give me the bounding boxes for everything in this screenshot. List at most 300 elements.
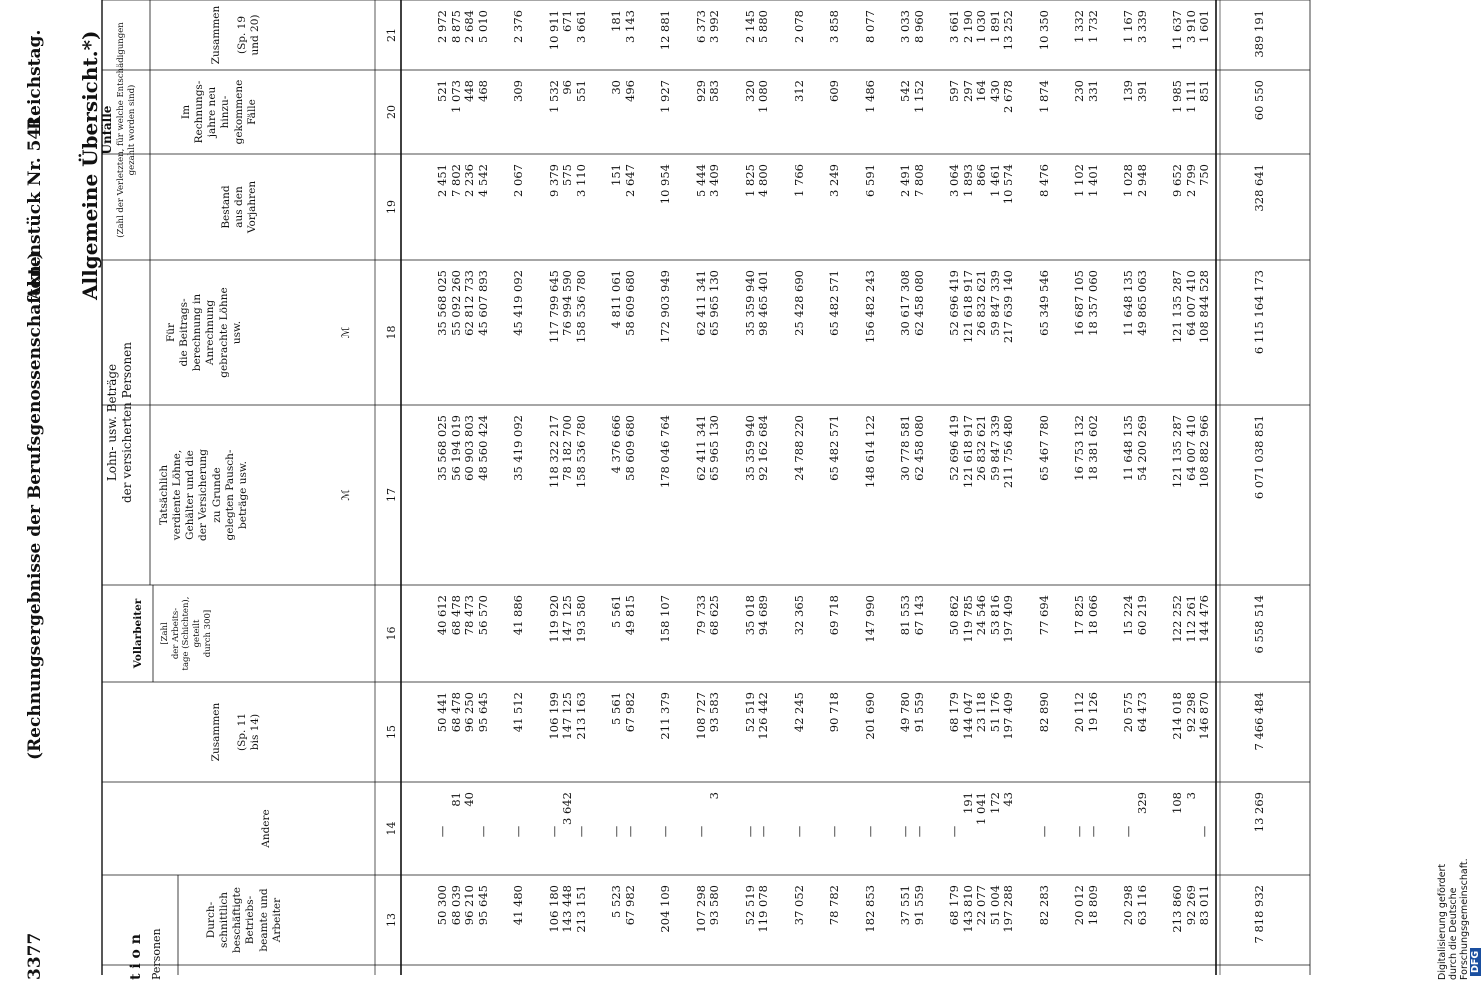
table-cell-c17: 121 135 287	[1170, 415, 1184, 489]
table-cell-c19: 6 591	[862, 164, 877, 197]
table-cell-c14: —	[693, 825, 708, 838]
table-cell-c17: 211 756 480	[1001, 415, 1015, 489]
table-cell-c15: 20 575	[1121, 692, 1135, 733]
table-cell-c14: 3 642	[560, 792, 574, 825]
table-cell-c16: 41 886	[511, 595, 525, 636]
table-cell-c20: 929	[693, 80, 708, 102]
table-cell-c15: 82 890	[1036, 692, 1051, 733]
table-cell-c21: 1 030	[974, 10, 988, 43]
table-cell-c14: 3	[1183, 792, 1198, 800]
c18-header: Für die Beitrags- berechnung in Anrechnung gebrachte Löhne usw.	[165, 287, 243, 378]
table-cell-c13: 92 269	[1183, 885, 1198, 926]
column-number-15: 15	[385, 725, 398, 739]
table-cell-c13: 204 109	[658, 885, 672, 933]
table-cell-c21: 11 637	[1170, 10, 1184, 51]
table-cell-c19: 4 542	[475, 164, 490, 197]
table-cell-c15: 52 519	[742, 692, 757, 733]
table-cell-c21: 1 332	[1072, 10, 1086, 43]
table-cell-c14: —	[827, 825, 841, 838]
table-cell-c14: 40	[462, 792, 476, 807]
table-cell-c16: 78 473	[462, 595, 476, 636]
table-cell-c14: 108	[1170, 792, 1184, 814]
table-cell-c16: 147 990	[862, 595, 877, 643]
table-cell-c20: 430	[987, 80, 1002, 102]
table-cell-c19: 1 825	[742, 164, 757, 197]
c20-header: Im Rechnungs- jahre neu hinzu- gekommene Fälle	[180, 79, 258, 145]
table-cell-c17: 65 965 130	[707, 415, 721, 481]
table-cell-c20: 1 073	[448, 80, 463, 113]
total-c19: 328 641	[1252, 164, 1266, 212]
table-cell-c18: 76 994 590	[560, 270, 574, 336]
table-cell-c13: 22 077	[974, 885, 988, 926]
table-cell-c19: 1 028	[1121, 164, 1135, 197]
table-cell-c17: 121 618 917	[960, 415, 975, 489]
table-cell-c14: —	[756, 825, 770, 838]
table-cell-c20: 521	[435, 80, 449, 102]
table-cell-c21: 2 145	[742, 10, 757, 43]
table-cell-c13: 93 580	[707, 885, 721, 926]
table-cell-c18: 98 465 401	[756, 270, 770, 336]
table-cell-c18: 35 359 940	[742, 270, 757, 336]
table-cell-c17: 52 696 419	[947, 415, 961, 481]
table-cell-c17: 35 359 940	[742, 415, 757, 481]
table-cell-c17: 64 007 410	[1183, 415, 1198, 481]
table-cell-c16: 50 862	[947, 595, 961, 636]
table-cell-c17: 16 753 132	[1072, 415, 1086, 481]
table-cell-c15: 23 118	[974, 692, 988, 733]
table-cell-c14: 1 041	[974, 792, 988, 825]
table-cell-c20: 297	[960, 80, 975, 102]
section-title: Allgemeine Übersicht.*)	[78, 30, 102, 300]
table-cell-c19: 10 954	[658, 164, 672, 205]
personen-label: Personen	[150, 928, 163, 980]
table-cell-c17: 60 903 803	[462, 415, 476, 481]
table-cell-c15: 93 583	[707, 692, 721, 733]
table-cell-c13: 83 011	[1197, 885, 1211, 926]
table-cell-c13: 82 283	[1036, 885, 1051, 926]
table-cell-c17: 54 200 269	[1134, 415, 1149, 481]
table-cell-c13: 106 180	[546, 885, 561, 933]
table-cell-c18: 172 903 949	[658, 270, 672, 344]
table-cell-c13: 37 551	[898, 885, 912, 926]
table-cell-c16: 15 224	[1121, 595, 1135, 636]
table-cell-c19: 2 491	[898, 164, 912, 197]
table-cell-c21: 3 143	[622, 10, 637, 43]
running-head-ref: Aktenstück Nr. 541.	[25, 109, 45, 300]
table-cell-c21: 3 910	[1183, 10, 1198, 43]
total-c13: 7 818 932	[1252, 885, 1266, 944]
table-cell-c18: 26 832 621	[974, 270, 988, 336]
table-cell-c15: 19 126	[1085, 692, 1100, 733]
table-cell-c13: 91 559	[911, 885, 926, 926]
table-cell-c18: 45 607 893	[475, 270, 490, 336]
table-cell-c16: 5 561	[609, 595, 623, 628]
table-cell-c18: 11 648 135	[1121, 270, 1135, 336]
table-cell-c15: 91 559	[911, 692, 926, 733]
table-cell-c18: 62 812 733	[462, 270, 476, 336]
table-cell-c18: 30 617 308	[898, 270, 912, 336]
table-cell-c18: 217 639 140	[1001, 270, 1015, 344]
table-cell-c15: 92 298	[1183, 692, 1198, 733]
c16-header-note: [Zahl der Arbeits- tage (Schichten), geteilt durch 300]	[160, 596, 213, 671]
table-cell-c21: 5 880	[756, 10, 770, 43]
column-number-16: 16	[385, 626, 398, 641]
table-cell-c18: 121 618 917	[960, 270, 975, 344]
running-head-left: Reichstag.	[25, 29, 45, 130]
table-cell-c18: 59 847 339	[987, 270, 1002, 336]
table-cell-c18: 158 536 780	[573, 270, 588, 344]
lohn-group-header: Lohn- usw. Beträge der versicherten Personen	[105, 342, 134, 504]
table-cell-c17: 35 568 025	[435, 415, 449, 481]
table-cell-c17: 59 847 339	[987, 415, 1002, 481]
table-cell-c18: 156 482 243	[862, 270, 877, 344]
table-cell-c13: 78 782	[827, 885, 841, 926]
c13-header: Durch- schnittlich beschäftigte Betriebs- beamte und Arbeiter	[205, 887, 283, 953]
table-cell-c17: 35 419 092	[511, 415, 525, 481]
table-cell-c17: 62 411 341	[693, 415, 708, 481]
table-cell-c20: 312	[791, 80, 806, 102]
table-cell-c14: 81	[448, 792, 463, 807]
table-cell-c19: 151	[609, 164, 623, 186]
table-cell-c16: 193 580	[573, 595, 588, 643]
c19-header: Bestand aus den Vorjahren	[220, 180, 259, 234]
table-cell-c13: 68 039	[448, 885, 463, 926]
table-cell-c21: 1 891	[987, 10, 1002, 43]
unfaelle-group-header: Unfälle	[100, 105, 114, 155]
table-cell-c18: 16 687 105	[1072, 270, 1086, 336]
table-cell-c19: 2 451	[435, 164, 449, 197]
total-c20: 60 550	[1252, 80, 1266, 121]
table-cell-c13: 143 810	[960, 885, 975, 933]
table-cell-c18: 64 007 410	[1183, 270, 1198, 336]
table-cell-c18: 117 799 645	[546, 270, 561, 344]
table-cell-c15: 68 179	[947, 692, 961, 733]
table-cell-c17: 178 046 764	[658, 415, 672, 489]
column-number-20: 20	[385, 105, 398, 119]
page-number: 3377	[25, 932, 45, 980]
table-cell-c15: 67 982	[622, 692, 637, 733]
table-cell-c16: 68 625	[707, 595, 721, 636]
table-cell-c18: 55 092 260	[448, 270, 463, 336]
table-cell-c13: 5 523	[609, 885, 623, 918]
table-cell-c16: 18 066	[1085, 595, 1100, 636]
table-cell-c14: —	[911, 825, 926, 838]
table-cell-c21: 3 661	[947, 10, 961, 43]
table-cell-c14: —	[658, 825, 672, 838]
table-cell-c21: 5 010	[475, 10, 490, 43]
table-cell-c16: 24 546	[974, 595, 988, 636]
total-c21: 389 191	[1252, 10, 1266, 58]
table-cell-c17: 65 482 571	[827, 415, 841, 481]
dfg-logo: DFG	[1470, 948, 1481, 976]
table-cell-c17: 18 381 602	[1085, 415, 1100, 481]
table-cell-c21: 2 684	[462, 10, 476, 43]
table-cell-c14: 329	[1134, 792, 1149, 814]
table-cell-c13: 41 480	[511, 885, 525, 926]
table-cell-c19: 3 064	[947, 164, 961, 197]
total-c16: 6 558 514	[1252, 595, 1266, 654]
table-cell-c16: 68 478	[448, 595, 463, 636]
table-cell-c15: 201 690	[862, 692, 877, 740]
total-c14: 13 269	[1252, 792, 1266, 833]
column-number-17: 17	[385, 488, 398, 502]
table-cell-c16: 67 143	[911, 595, 926, 636]
table-cell-c14: —	[1085, 825, 1100, 838]
table-cell-c19: 575	[560, 164, 574, 186]
table-cell-c13: 20 298	[1121, 885, 1135, 926]
table-cell-c20: 1 152	[911, 80, 926, 113]
table-cell-c21: 6 373	[693, 10, 708, 43]
table-cell-c19: 3 409	[707, 164, 721, 197]
table-cell-c19: 750	[1197, 164, 1211, 186]
table-cell-c13: 52 519	[742, 885, 757, 926]
table-cell-c20: 609	[827, 80, 841, 102]
table-cell-c13: 213 860	[1170, 885, 1184, 933]
table-cell-c17: 48 560 424	[475, 415, 490, 481]
table-cell-c15: 42 245	[791, 692, 806, 733]
table-cell-c18: 65 482 571	[827, 270, 841, 336]
running-head-sub: (Rechnungsergebnisse der Berufsgenossenschaften.)	[25, 251, 45, 760]
table-cell-c15: 20 112	[1072, 692, 1086, 733]
table-cell-c17: 4 376 666	[609, 415, 623, 474]
c18-unit: ℳ	[340, 326, 352, 339]
table-cell-c17: 26 832 621	[974, 415, 988, 481]
table-cell-c13: 182 853	[862, 885, 877, 933]
table-cell-c20: 583	[707, 80, 721, 102]
table-cell-c14: —	[1121, 825, 1135, 838]
table-cell-c20: 496	[622, 80, 637, 102]
table-cell-c17: 62 458 080	[911, 415, 926, 481]
table-cell-c18: 45 419 092	[511, 270, 525, 336]
table-cell-c21: 1 601	[1197, 10, 1211, 43]
table-cell-c17: 78 182 700	[560, 415, 574, 481]
table-cell-c15: 214 018	[1170, 692, 1184, 740]
table-cell-c20: 391	[1134, 80, 1149, 102]
table-cell-c20: 551	[573, 80, 588, 102]
table-cell-c19: 2 236	[462, 164, 476, 197]
table-cell-c13: 50 300	[435, 885, 449, 926]
table-cell-c21: 671	[560, 10, 574, 32]
table-cell-c20: 230	[1072, 80, 1086, 102]
table-cell-c16: 40 612	[435, 595, 449, 636]
table-cell-c14: —	[622, 825, 637, 838]
c21-header: Zusammen (Sp. 19 und 20)	[210, 5, 262, 65]
c17-header: Tatsächlich verdiente Löhne, Gehälter und die der Versicherung zu Grunde gelegten Pausch- beträge usw.	[158, 449, 249, 542]
table-cell-c21: 181	[609, 10, 623, 32]
table-cell-c19: 8 476	[1036, 164, 1051, 197]
table-cell-c16: 56 570	[475, 595, 490, 636]
table-cell-c19: 5 444	[693, 164, 708, 197]
table-cell-c20: 468	[475, 80, 490, 102]
table-cell-c14: —	[546, 825, 561, 838]
table-cell-c14: —	[947, 825, 961, 838]
table-cell-c13: 20 012	[1072, 885, 1086, 926]
c15-header: Zusammen (Sp. 11 bis 14)	[210, 702, 262, 762]
table-cell-c15: 146 870	[1197, 692, 1211, 740]
table-cell-c20: 30	[609, 80, 623, 95]
table-cell-c15: 147 125	[560, 692, 574, 740]
table-cell-c16: 32 365	[791, 595, 806, 636]
table-cell-c16: 77 694	[1036, 595, 1051, 636]
table-cell-c19: 1 893	[960, 164, 975, 197]
table-cell-c20: 164	[974, 80, 988, 102]
digitization-text: Digitalisierung gefördert durch die Deutsche Forschungsgemeinschaft.	[1437, 858, 1470, 980]
table-cell-c19: 1 766	[791, 164, 806, 197]
table-cell-c17: 65 467 780	[1036, 415, 1051, 481]
table-cell-c14: —	[742, 825, 757, 838]
table-cell-c16: 119 920	[546, 595, 561, 643]
c17-unit: ℳ	[340, 489, 352, 501]
table-cell-c20: 320	[742, 80, 757, 102]
table-cell-c18: 4 811 061	[609, 270, 623, 329]
table-cell-c19: 3 249	[827, 164, 841, 197]
table-cell-c16: 81 553	[898, 595, 912, 636]
table-cell-c13: 95 645	[475, 885, 490, 926]
table-cell-c14: —	[1036, 825, 1051, 838]
table-cell-c21: 3 858	[827, 10, 841, 43]
table-cell-c16: 144 476	[1197, 595, 1211, 643]
table-cell-c17: 148 614 122	[862, 415, 877, 489]
table-cell-c18: 18 357 060	[1085, 270, 1100, 336]
table-cell-c13: 213 151	[573, 885, 588, 933]
tion-label: t i o n	[128, 934, 144, 980]
table-cell-c14: —	[898, 825, 912, 838]
table-cell-c17: 56 194 019	[448, 415, 463, 481]
table-cell-c14: —	[791, 825, 806, 838]
table-cell-c18: 52 696 419	[947, 270, 961, 336]
table-cell-c13: 143 448	[560, 885, 574, 933]
table-cell-c18: 62 458 080	[911, 270, 926, 336]
table-cell-c16: 35 018	[742, 595, 757, 636]
table-cell-c13: 63 116	[1134, 885, 1149, 926]
table-cell-c21: 8 875	[448, 10, 463, 43]
table-cell-c15: 5 561	[609, 692, 623, 725]
table-cell-c16: 69 718	[827, 595, 841, 636]
table-cell-c21: 3 339	[1134, 10, 1149, 43]
table-cell-c18: 65 965 130	[707, 270, 721, 336]
table-cell-c13: 68 179	[947, 885, 961, 926]
table-cell-c14: —	[1197, 825, 1211, 838]
table-cell-c16: 112 261	[1183, 595, 1198, 643]
table-cell-c19: 1 461	[987, 164, 1002, 197]
c14-header: Andere	[260, 809, 272, 848]
table-cell-c17: 118 322 217	[546, 415, 561, 489]
table-cell-c19: 4 800	[756, 164, 770, 197]
table-cell-c16: 158 107	[658, 595, 672, 643]
table-cell-c17: 108 882 966	[1197, 415, 1211, 489]
table-cell-c17: 30 778 581	[898, 415, 912, 481]
table-cell-c14: —	[862, 825, 877, 838]
c16-header-title: Vollarbeiter	[132, 598, 144, 669]
table-cell-c15: 197 409	[1001, 692, 1015, 740]
table-cell-c14: —	[475, 825, 490, 838]
table-cell-c16: 147 125	[560, 595, 574, 643]
table-cell-c15: 50 441	[435, 692, 449, 733]
table-cell-c20: 96	[560, 80, 574, 95]
table-cell-c16: 94 689	[756, 595, 770, 636]
table-cell-c15: 49 780	[898, 692, 912, 733]
table-cell-c15: 106 199	[546, 692, 561, 740]
table-cell-c16: 122 252	[1170, 595, 1184, 643]
table-cell-c15: 211 379	[658, 692, 672, 740]
table-cell-c19: 2 647	[622, 164, 637, 197]
table-cell-c13: 67 982	[622, 885, 637, 926]
table-cell-c20: 1 874	[1036, 80, 1051, 113]
table-cell-c15: 64 473	[1134, 692, 1149, 733]
table-cell-c20: 309	[511, 80, 525, 102]
table-cell-c16: 53 816	[987, 595, 1002, 636]
table-cell-c14: 172	[987, 792, 1002, 814]
table-cell-c19: 9 652	[1170, 164, 1184, 197]
table-cell-c21: 1 732	[1085, 10, 1100, 43]
table-cell-c18: 65 349 546	[1036, 270, 1051, 336]
table-cell-c19: 9 379	[546, 164, 561, 197]
table-cell-c14: —	[573, 825, 588, 838]
table-cell-c14: —	[609, 825, 623, 838]
table-cell-c17: 11 648 135	[1121, 415, 1135, 481]
table-cell-c16: 49 815	[622, 595, 637, 636]
table-cell-c20: 331	[1085, 80, 1100, 102]
table-cell-c18: 49 865 063	[1134, 270, 1149, 336]
table-cell-c21: 1 167	[1121, 10, 1135, 43]
table-cell-c20: 1 486	[862, 80, 877, 113]
table-cell-c13: 107 298	[693, 885, 708, 933]
table-cell-c13: 197 288	[1001, 885, 1015, 933]
table-cell-c15: 213 163	[573, 692, 588, 740]
table-cell-c18: 58 609 680	[622, 270, 637, 336]
table-cell-c15: 90 718	[827, 692, 841, 733]
table-cell-c20: 1 111	[1183, 80, 1198, 113]
table-cell-c21: 12 881	[658, 10, 672, 51]
table-cell-c15: 144 047	[960, 692, 975, 740]
table-cell-c15: 95 645	[475, 692, 490, 733]
table-cell-c19: 7 802	[448, 164, 463, 197]
table-cell-c21: 3 661	[573, 10, 588, 43]
table-cell-c21: 2 190	[960, 10, 975, 43]
table-cell-c20: 1 927	[658, 80, 672, 113]
table-cell-c16: 60 219	[1134, 595, 1149, 636]
table-cell-c20: 597	[947, 80, 961, 102]
table-cell-c13: 37 052	[791, 885, 806, 926]
table-cell-c20: 448	[462, 80, 476, 102]
table-cell-c19: 10 574	[1001, 164, 1015, 205]
table-cell-c13: 18 809	[1085, 885, 1100, 926]
table-cell-c21: 3 992	[707, 10, 721, 43]
column-number-14: 14	[385, 821, 398, 836]
table-cell-c16: 79 733	[693, 595, 708, 636]
table-cell-c18: 62 411 341	[693, 270, 708, 336]
table-cell-c18: 108 844 528	[1197, 270, 1211, 344]
table-cell-c19: 1 102	[1072, 164, 1086, 197]
table-cell-c20: 1 985	[1170, 80, 1184, 113]
table-cell-c15: 96 250	[462, 692, 476, 733]
table-cell-c20: 851	[1197, 80, 1211, 102]
table-cell-c13: 96 210	[462, 885, 476, 926]
table-cell-c19: 2 799	[1183, 164, 1198, 197]
table-cell-c16: 17 825	[1072, 595, 1086, 636]
table-cell-c21: 2 376	[511, 10, 525, 43]
table-cell-c21: 8 960	[911, 10, 926, 43]
table-cell-c14: —	[511, 825, 525, 838]
table-cell-c15: 108 727	[693, 692, 708, 740]
table-cell-c17: 24 788 220	[791, 415, 806, 481]
table-cell-c15: 51 176	[987, 692, 1002, 733]
table-cell-c20: 542	[898, 80, 912, 102]
table-cell-c20: 1 080	[756, 80, 770, 113]
table-cell-c21: 10 350	[1036, 10, 1051, 51]
table-cell-c21: 10 911	[546, 10, 561, 51]
table-cell-c17: 158 536 780	[573, 415, 588, 489]
